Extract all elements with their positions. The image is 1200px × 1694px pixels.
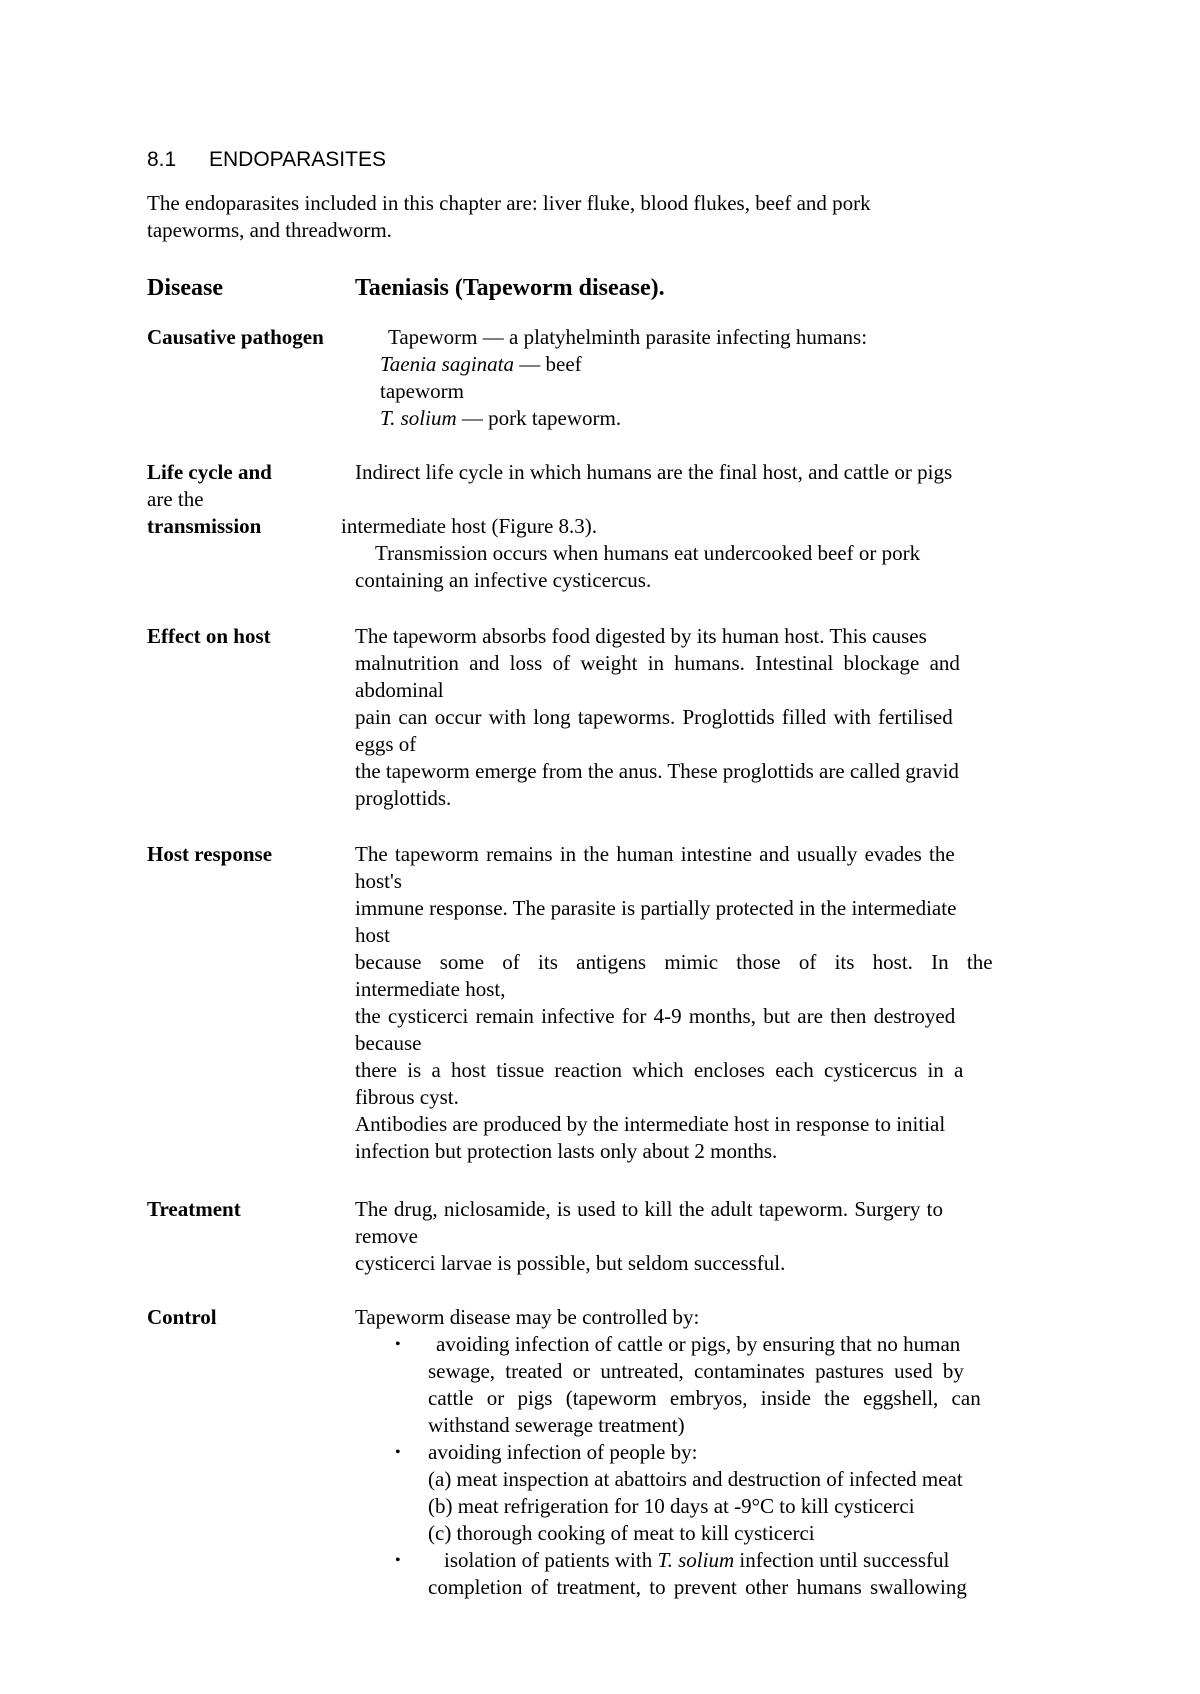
- lifecycle-line-4: containing an infective cysticercus.: [355, 568, 652, 592]
- species-name-saginata: Taenia saginata: [380, 352, 514, 376]
- control-b3-line-2: completion of treatment, to prevent other humans swallowing: [428, 1575, 967, 1599]
- section-title: ENDOPARASITES: [209, 148, 386, 171]
- control-b1-line-3: cattle or pigs (tapeworm embryos, inside the eggshell, can: [428, 1386, 981, 1410]
- effect-line-7: proglottids.: [355, 786, 452, 810]
- species-name-solium-2: T. solium: [657, 1548, 735, 1572]
- effect-line-6: the tapeworm emerge from the anus. These proglottids are called gravid: [355, 759, 959, 783]
- response-line-6: intermediate host,: [355, 977, 506, 1001]
- causative-line-2: Taenia saginata — beef: [380, 352, 582, 376]
- treatment-line-2: remove: [355, 1224, 418, 1248]
- bullet-marker-1: •: [395, 1336, 401, 1353]
- effect-line-5: eggs of: [355, 732, 417, 756]
- section-heading: [147, 146, 386, 173]
- control-intro: Tapeworm disease may be controlled by:: [355, 1305, 700, 1329]
- control-b1-line-1: avoiding infection of cattle or pigs, by ensuring that no human: [436, 1332, 961, 1356]
- response-line-11: Antibodies are produced by the intermediate host in response to initial: [355, 1112, 946, 1136]
- response-line-2: host's: [355, 869, 402, 893]
- treatment-line-1: The drug, niclosamide, is used to kill the adult tapeworm. Surgery to: [355, 1197, 944, 1221]
- lifecycle-label-2: transmission: [147, 514, 262, 538]
- causative-line-3: tapeworm: [380, 379, 464, 403]
- causative-line-1: Tapeworm — a platyhelminth parasite infecting humans:: [388, 325, 868, 349]
- response-line-5: because some of its antigens mimic those of its host. In the: [355, 950, 993, 974]
- lifecycle-line-3: Transmission occurs when humans eat undercooked beef or pork: [375, 541, 921, 565]
- effect-line-2: malnutrition and loss of weight in humans. Intestinal blockage and: [355, 651, 960, 675]
- response-line-4: host: [355, 923, 391, 947]
- species-name-solium: T. solium: [380, 406, 457, 430]
- response-line-9: there is a host tissue reaction which encloses each cysticercus in a: [355, 1058, 964, 1082]
- response-line-10: fibrous cyst.: [355, 1085, 459, 1109]
- bullet-marker-3: •: [395, 1552, 401, 1569]
- intro-line-1: The endoparasites included in this chapter are: liver fluke, blood flukes, beef and pork: [147, 191, 871, 215]
- effect-line-1: The tapeworm absorbs food digested by its human host. This causes: [355, 624, 927, 648]
- control-b2-line-1: avoiding infection of people by:: [428, 1440, 698, 1464]
- effect-line-3: abdominal: [355, 678, 444, 702]
- control-b3-line-1: isolation of patients with T. solium infection until successful: [444, 1548, 950, 1572]
- section-number: 8.1: [147, 148, 177, 171]
- lifecycle-label-cont: are the: [147, 487, 204, 511]
- control-b2-line-4: (c) thorough cooking of meat to kill cysticerci: [428, 1521, 815, 1545]
- response-line-3: immune response. The parasite is partially protected in the intermediate: [355, 896, 957, 920]
- response-line-7: the cysticerci remain infective for 4-9 months, but are then destroyed: [355, 1004, 956, 1028]
- control-b2-line-3: (b) meat refrigeration for 10 days at -9°C to kill cysticerci: [428, 1494, 915, 1518]
- response-line-12: infection but protection lasts only about 2 months.: [355, 1139, 778, 1163]
- treatment-line-3: cysticerci larvae is possible, but seldom successful.: [355, 1251, 786, 1275]
- control-b1-line-4: withstand sewerage treatment): [428, 1413, 685, 1437]
- bullet-marker-2: •: [395, 1444, 401, 1461]
- lifecycle-label-1: Life cycle and: [147, 460, 272, 484]
- response-label: Host response: [147, 842, 273, 866]
- effect-label: Effect on host: [147, 624, 271, 648]
- control-label: Control: [147, 1305, 217, 1329]
- control-b2-line-2: (a) meat inspection at abattoirs and destruction of infected meat: [428, 1467, 963, 1491]
- causative-line-4: T. solium — pork tapeworm.: [380, 406, 622, 430]
- response-line-8: because: [355, 1031, 422, 1055]
- lifecycle-line-2: intermediate host (Figure 8.3).: [341, 514, 598, 538]
- disease-label: Disease: [147, 275, 223, 301]
- causative-label: Causative pathogen: [147, 325, 324, 349]
- control-b1-line-2: sewage, treated or untreated, contaminates pastures used by: [428, 1359, 964, 1383]
- effect-line-4: pain can occur with long tapeworms. Proglottids filled with fertilised: [355, 705, 953, 729]
- response-line-1: The tapeworm remains in the human intestine and usually evades the: [355, 842, 955, 866]
- lifecycle-line-1: Indirect life cycle in which humans are the final host, and cattle or pigs: [355, 460, 953, 484]
- intro-line-2: tapeworms, and threadworm.: [147, 218, 392, 242]
- disease-name: Taeniasis (Tapeworm disease).: [355, 275, 665, 301]
- treatment-label: Treatment: [147, 1197, 241, 1221]
